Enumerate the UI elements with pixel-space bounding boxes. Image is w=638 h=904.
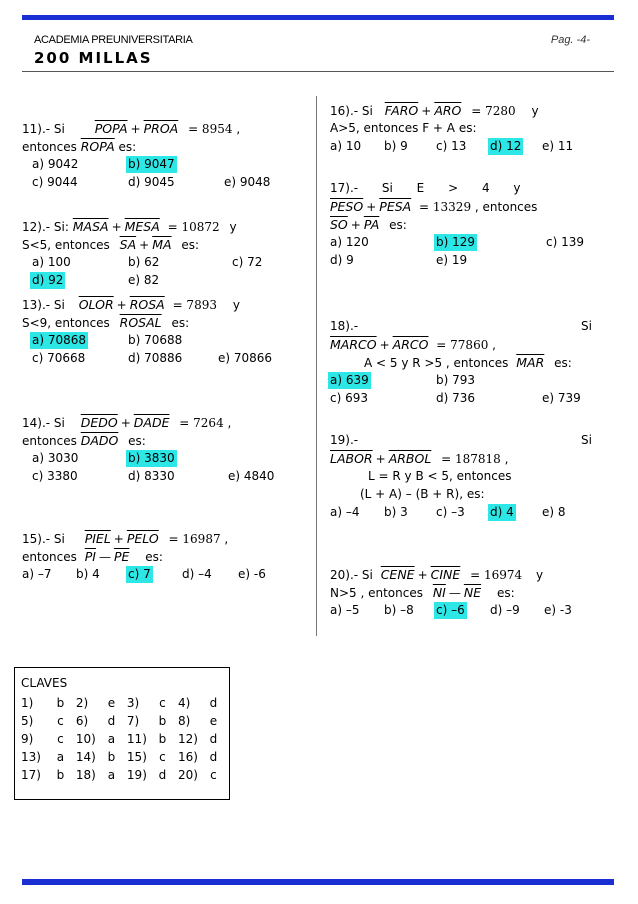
option-b: b) 793 bbox=[436, 373, 476, 387]
question-19: 19).- Si LABOR + ARBOL = 187818 , L = R y B < 5, entonces (L + A) – (B + R), es: a) –4 b) 3 c) –3 d) 4 e) 8 bbox=[330, 433, 592, 519]
answer-key-letter: a bbox=[56, 750, 65, 764]
option-d-correct: d) 4 bbox=[490, 505, 514, 519]
question-17: 17).- Si E > 4 y PESO + PESA = 13329 , entonces $\overline{SO} + \overline{PA}$ es: a) 120 b) 129 c) 139 d) 9 e) 19 bbox=[330, 181, 584, 267]
answer-key-row bbox=[21, 712, 229, 730]
option-b-correct: b) 3830 bbox=[128, 451, 175, 465]
option-e: e) 4840 bbox=[228, 469, 275, 483]
answer-key-number: 4) bbox=[177, 696, 191, 710]
answer-key-number: 9) bbox=[21, 732, 34, 746]
option-d-correct: d) 92 bbox=[32, 273, 64, 287]
option-d-correct: d) 12 bbox=[490, 139, 522, 153]
answer-key-number: 7) bbox=[126, 714, 140, 728]
answer-key-letter: a bbox=[107, 768, 116, 782]
question-15: 15).- Si PIEL + PELO = 16987 , entonces $\overline{PI}$ — $\overline{PE}$ es: a) –7 b) 4 c) 7 d) –4 e) -6 bbox=[22, 531, 266, 581]
top-accent-bar bbox=[22, 15, 614, 20]
option-d: d) 736 bbox=[436, 391, 476, 405]
option-a: a) 9042 bbox=[32, 157, 79, 171]
option-d: d) 8330 bbox=[128, 469, 175, 483]
answer-key-number: 12) bbox=[177, 732, 198, 746]
answer-key-letter: d bbox=[158, 768, 167, 782]
answer-key-letter: d bbox=[209, 696, 218, 710]
answer-key-letter: d bbox=[209, 750, 218, 764]
answer-key-row bbox=[21, 748, 229, 766]
option-e: e) 9048 bbox=[224, 175, 271, 189]
option-b: b) 9 bbox=[384, 139, 408, 153]
column-divider bbox=[316, 96, 317, 636]
answer-key-number: 16) bbox=[177, 750, 198, 764]
option-a: a) 100 bbox=[32, 255, 71, 269]
option-a: a) 120 bbox=[330, 235, 369, 249]
option-a: a) –5 bbox=[330, 603, 360, 617]
option-c: c) 70668 bbox=[32, 351, 86, 365]
answer-key-letter: d bbox=[107, 714, 116, 728]
answer-key-letter: d bbox=[209, 732, 218, 746]
answer-key-letter: e bbox=[209, 714, 218, 728]
answer-key-letter: b bbox=[158, 732, 167, 746]
answer-key-letter: b bbox=[107, 750, 116, 764]
answer-key-letter: c bbox=[159, 696, 166, 710]
answer-key-letter: c bbox=[57, 732, 64, 746]
option-a: a) 3030 bbox=[32, 451, 79, 465]
answer-key-table bbox=[21, 694, 229, 784]
answer-key-title: CLAVES bbox=[21, 676, 68, 690]
option-e: e) 11 bbox=[542, 139, 574, 153]
bottom-accent-bar bbox=[22, 879, 614, 885]
option-e: e) 8 bbox=[542, 505, 566, 519]
answer-key-row bbox=[21, 730, 229, 748]
question-12: 12).- Si: MASA + MESA = 10872 y S<5, entonces $\overline{SA} + \overline{MA}$ es: a) 100 b) 62 c) 72 d) 92 e) 82 bbox=[22, 219, 263, 287]
option-e: e) 739 bbox=[542, 391, 581, 405]
option-c: c) 139 bbox=[546, 235, 584, 249]
option-d: d) 9045 bbox=[128, 175, 175, 189]
answer-key-letter: c bbox=[210, 768, 217, 782]
option-a-correct: a) 70868 bbox=[32, 333, 87, 347]
option-e: e) 19 bbox=[436, 253, 468, 267]
option-c-correct: c) –6 bbox=[436, 603, 465, 617]
answer-key-box bbox=[14, 667, 230, 800]
answer-key-number: 3) bbox=[126, 696, 140, 710]
option-b: b) 70688 bbox=[128, 333, 183, 347]
option-b: b) 62 bbox=[128, 255, 160, 269]
option-b: b) –8 bbox=[384, 603, 414, 617]
option-c: c) 3380 bbox=[32, 469, 78, 483]
option-a-correct: a) 639 bbox=[330, 373, 369, 387]
answer-key-number: 5) bbox=[21, 714, 34, 728]
answer-key-letter: e bbox=[107, 696, 116, 710]
question-18: 18).- Si MARCO + ARCO = 77860 , A < 5 y R >5 , entonces $\overline{MAR}$ es: a) 639 b) 793 c) 693 d) 736 e) 739 bbox=[330, 319, 592, 405]
answer-key-number: 18) bbox=[75, 768, 96, 782]
option-e: e) -6 bbox=[238, 567, 266, 581]
header-divider bbox=[22, 71, 614, 72]
question-11: 11).- Si POPA + PROA = 8954 , entonces ROPA es: a) 9042 b) 9047 c) 9044 d) 9045 e) 9048 bbox=[22, 121, 271, 189]
option-b: b) 4 bbox=[76, 567, 100, 581]
option-a: a) –4 bbox=[330, 505, 360, 519]
answer-key-letter: a bbox=[107, 732, 116, 746]
academy-name: ACADEMIA PREUNIVERSITARIA bbox=[34, 34, 193, 46]
answer-key-number: 10) bbox=[75, 732, 96, 746]
answer-key-letter: c bbox=[159, 750, 166, 764]
question-16: 16).- Si FARO + $\overline{ARO} = 7280$ y A>5, entonces F + A es: a) 10 b) 9 c) 13 d) 12 e) 11 bbox=[330, 103, 574, 153]
answer-key-row bbox=[21, 766, 229, 784]
option-a: a) –7 bbox=[22, 567, 52, 581]
answer-key-row bbox=[21, 694, 229, 712]
option-d: d) –9 bbox=[490, 603, 520, 617]
answer-key-letter: c bbox=[57, 714, 64, 728]
option-b-correct: b) 9047 bbox=[128, 157, 175, 171]
option-c: c) 13 bbox=[436, 139, 467, 153]
answer-key-number: 11) bbox=[126, 732, 147, 746]
option-d: d) 9 bbox=[330, 253, 354, 267]
question-13: 13).- Si OLOR + ROSA = 7893 y S<9, entonces ROSAL es: a) 70868 b) 70688 c) 70668 d) 70886 e) 70866 bbox=[22, 297, 273, 365]
option-b-correct: b) 129 bbox=[436, 235, 476, 249]
option-e: e) 82 bbox=[128, 273, 160, 287]
page-number: Pag. -4- bbox=[550, 34, 590, 46]
answer-key-number: 2) bbox=[75, 696, 89, 710]
option-d: d) 70886 bbox=[128, 351, 183, 365]
question-20: 20).- Si CENE + CINE = 16974 y N>5 , entonces $\overline{NI}$ — $\overline{NE}$ es: a) –5 b) –8 c) –6 d) –9 e) -3 bbox=[330, 567, 572, 617]
option-e: e) -3 bbox=[544, 603, 572, 617]
option-c: c) 9044 bbox=[32, 175, 78, 189]
answer-key-letter: b bbox=[158, 714, 167, 728]
page-title: 200 MILLAS bbox=[34, 49, 153, 67]
answer-key-number: 17) bbox=[21, 768, 41, 782]
answer-key-number: 6) bbox=[75, 714, 89, 728]
option-c: c) 693 bbox=[330, 391, 368, 405]
answer-key-number: 13) bbox=[21, 750, 41, 764]
answer-key-number: 19) bbox=[126, 768, 147, 782]
answer-key-number: 8) bbox=[177, 714, 191, 728]
option-b: b) 3 bbox=[384, 505, 408, 519]
option-c: c) 72 bbox=[232, 255, 263, 269]
option-e: e) 70866 bbox=[218, 351, 273, 365]
answer-key-letter: b bbox=[56, 696, 65, 710]
answer-key-letter: b bbox=[56, 768, 65, 782]
answer-key-number: 20) bbox=[177, 768, 198, 782]
answer-key-number: 15) bbox=[126, 750, 147, 764]
option-a: a) 10 bbox=[330, 139, 362, 153]
option-c-correct: c) 7 bbox=[128, 567, 151, 581]
answer-key-number: 1) bbox=[21, 696, 34, 710]
option-c: c) –3 bbox=[436, 505, 465, 519]
option-d: d) –4 bbox=[182, 567, 212, 581]
answer-key-number: 14) bbox=[75, 750, 96, 764]
question-14: 14).- Si DEDO + DADE = 7264 , entonces DADO es: a) 3030 b) 3830 c) 3380 d) 8330 e) 4840 bbox=[22, 415, 275, 483]
